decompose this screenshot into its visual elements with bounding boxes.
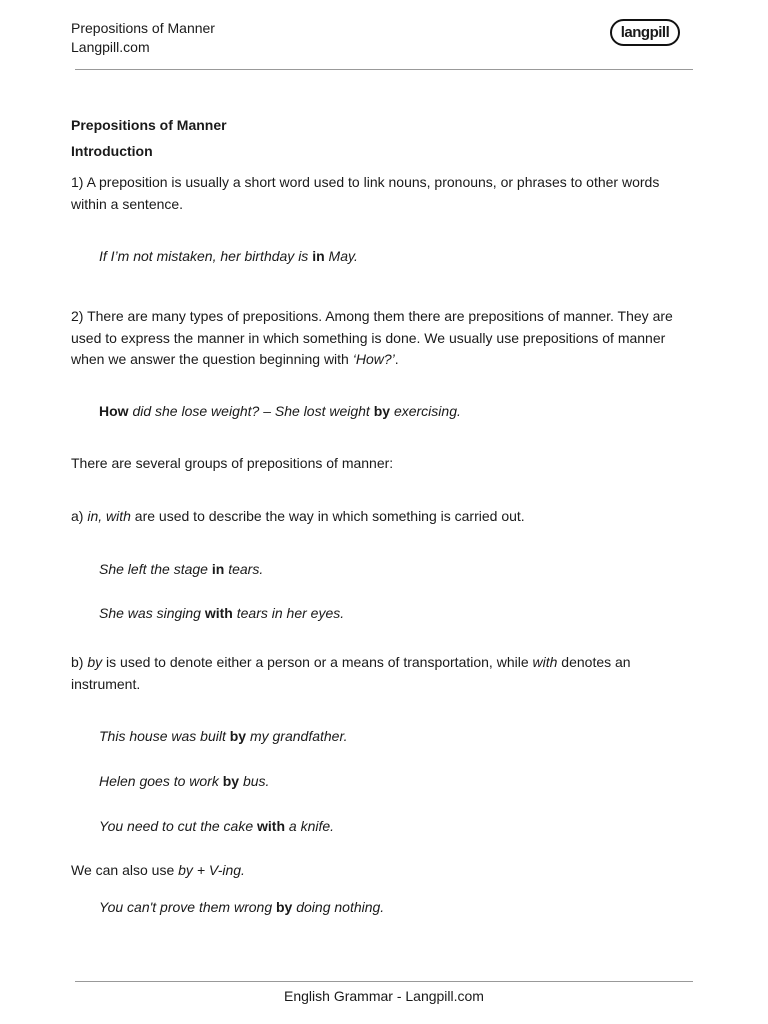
footer-text: English Grammar - Langpill.com (284, 988, 484, 1004)
example-2: How did she lose weight? – She lost weight by exercising. (99, 403, 461, 419)
page-heading: Prepositions of Manner (71, 117, 227, 133)
footer-divider (75, 981, 693, 982)
example-1: If I’m not mistaken, her birthday is in May. (99, 248, 358, 264)
paragraph-a: a) in, with are used to describe the way in which something is carried out. (71, 508, 525, 524)
example-b2: Helen goes to work by bus. (99, 773, 270, 789)
example-b1: This house was built by my grandfather. (99, 728, 348, 744)
langpill-logo: langpill (610, 19, 680, 46)
paragraph-c: We can also use by + V-ing. (71, 862, 245, 878)
example-a1: She left the stage in tears. (99, 561, 264, 577)
paragraph-1: 1) A preposition is usually a short word used to link nouns, pronouns, or phrases to other words within a sentence. (71, 174, 660, 212)
header-site: Langpill.com (71, 39, 150, 55)
example-a2: She was singing with tears in her eyes. (99, 605, 345, 621)
example-b3: You need to cut the cake with a knife. (99, 818, 335, 834)
paragraph-3: There are several groups of prepositions of manner: (71, 455, 394, 471)
section-heading-introduction: Introduction (71, 143, 153, 159)
paragraph-b: b) by is used to denote either a person or a means of transportation, while with denotes an instrument. (71, 654, 631, 692)
paragraph-2: 2) There are many types of prepositions. Among them there are prepositions of manner. They are used to express the manner in which something is done. We usually use prepositions of manner when we answer the question beginning with ‘How?’. (71, 308, 673, 367)
header-title: Prepositions of Manner (71, 20, 215, 36)
header-divider (75, 69, 693, 70)
example-c1: You can't prove them wrong by doing nothing. (99, 899, 385, 915)
